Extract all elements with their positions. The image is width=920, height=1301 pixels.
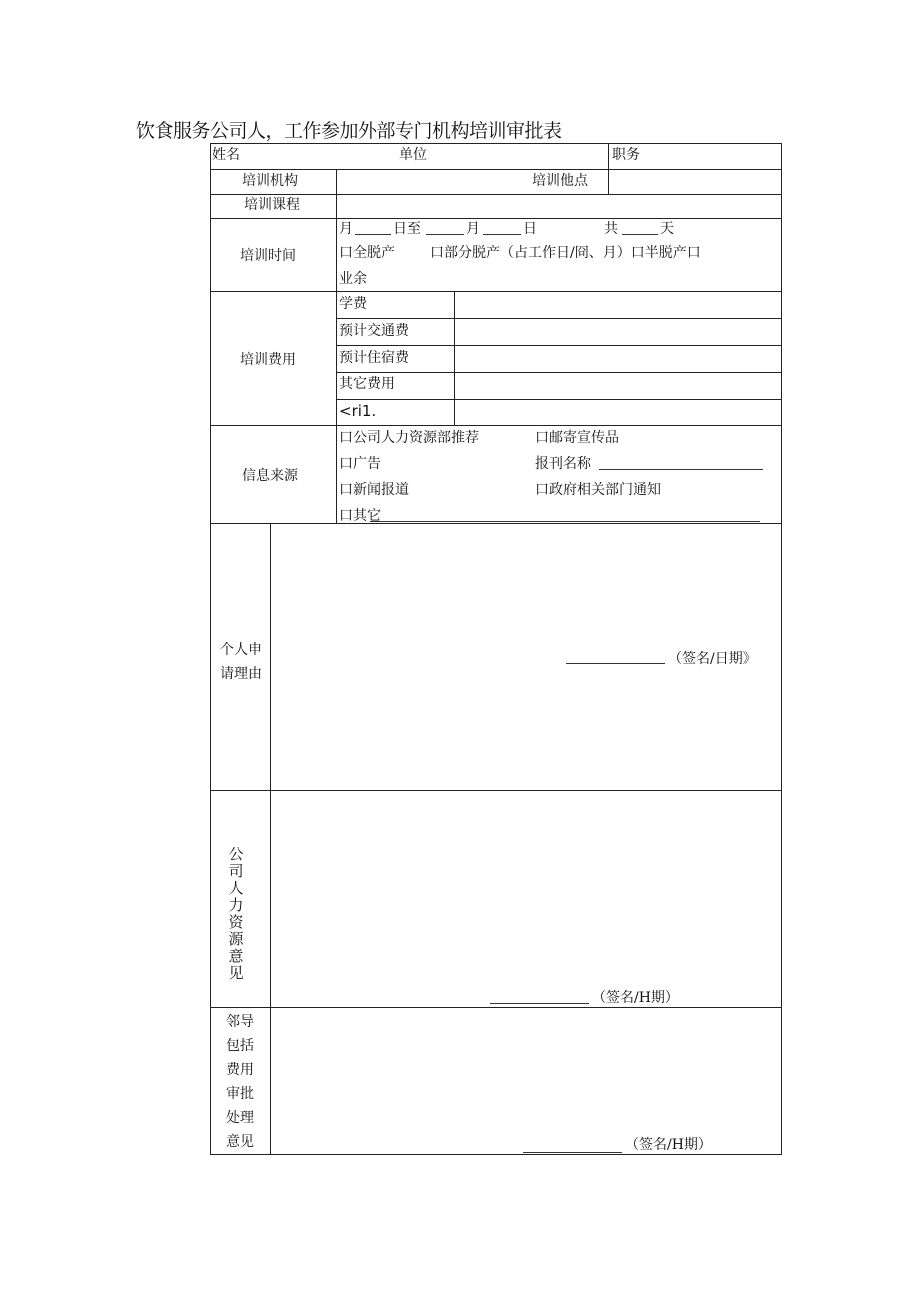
leader-label: 邻导 包括 费用 审批 处理 意见 <box>226 1014 254 1150</box>
time-opt-part[interactable]: 口部分脱产（占工作日/冏、月）口半脱产口 <box>430 245 701 261</box>
fee-lodging-value[interactable] <box>454 345 782 373</box>
fee-tuition-value[interactable] <box>454 291 782 319</box>
time-total: 共 <box>604 221 618 237</box>
personal-label: 个人申 请理由 <box>220 642 262 682</box>
other-blank[interactable] <box>370 521 760 522</box>
name-label: 姓名 <box>212 147 240 163</box>
time-day-to: 日至 <box>393 221 421 237</box>
time-blank-3[interactable] <box>483 234 521 235</box>
fee-transport-value[interactable] <box>454 318 782 346</box>
unit-label: 单位 <box>399 147 427 163</box>
hr-value-cell[interactable] <box>270 790 782 1008</box>
fee-tuition-label: 学费 <box>339 296 367 312</box>
personal-sign: （签名/日期》 <box>668 651 757 667</box>
source-news[interactable]: 口新闻报道 <box>339 482 409 498</box>
leader-value-cell[interactable] <box>270 1007 782 1155</box>
fee-other-value[interactable] <box>454 372 782 400</box>
hr-sign-blank[interactable] <box>490 1003 589 1004</box>
time-label: 培训时间 <box>240 248 296 264</box>
source-other[interactable]: 口其它 <box>339 508 381 524</box>
position-label: 职务 <box>612 147 640 163</box>
time-month1: 月 <box>339 221 353 237</box>
course-value-cell[interactable] <box>336 194 782 219</box>
source-gov[interactable]: 口政府相关部门通知 <box>535 482 661 498</box>
fee-total-value[interactable] <box>454 399 782 426</box>
time-blank-4[interactable] <box>622 234 658 235</box>
personal-sign-blank[interactable] <box>566 663 665 664</box>
form-title: 饮食服务公司人，工作参加外部专门机构培训审批表 <box>136 120 562 142</box>
time-opt-full[interactable]: 口全脱产 <box>339 245 395 261</box>
time-month2: 月 <box>466 221 480 237</box>
source-mail[interactable]: 口邮寄宣传品 <box>535 430 619 446</box>
leader-sign: （签名/H期） <box>625 1137 712 1153</box>
org-label: 培训机构 <box>242 173 298 189</box>
fee-lodging-label: 预计住宿费 <box>339 350 409 366</box>
source-ad[interactable]: 口广告 <box>339 456 381 472</box>
newspaper-blank[interactable] <box>599 469 763 470</box>
hr-sign: （签名/H期） <box>592 990 679 1006</box>
fee-transport-label: 预计交通费 <box>339 323 409 339</box>
fee-total-label: <ri1. <box>339 402 377 420</box>
fees-label: 培训费用 <box>240 352 296 368</box>
source-hr-recommend[interactable]: 口公司人力资源部推荐 <box>339 430 479 446</box>
source-label: 信息来源 <box>242 468 298 484</box>
source-newspaper: 报刊名称 <box>535 456 591 472</box>
hr-label: 公 司 人 力 资 源 意 见 <box>228 845 244 982</box>
time-opt-spare[interactable]: 业余 <box>339 271 367 287</box>
time-day2: 日 <box>523 221 537 237</box>
leader-sign-blank[interactable] <box>523 1152 622 1153</box>
place-value-cell[interactable] <box>608 169 782 195</box>
course-label: 培训课程 <box>244 197 300 213</box>
time-days: 天 <box>660 221 674 237</box>
fee-other-label: 其它费用 <box>339 376 395 392</box>
time-blank-2[interactable] <box>426 234 464 235</box>
place-label: 培训他点 <box>532 173 588 189</box>
time-blank-1[interactable] <box>355 234 391 235</box>
